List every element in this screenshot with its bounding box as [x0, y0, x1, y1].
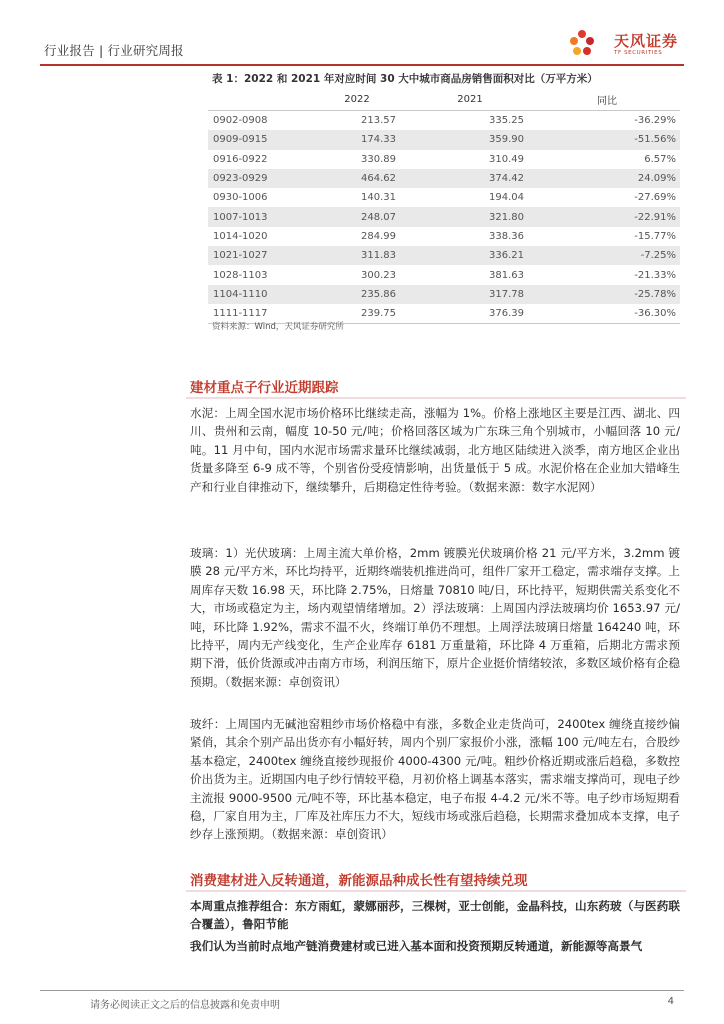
cell-period: 0902-0908 [213, 115, 268, 127]
cell-2022: 330.89 [361, 153, 396, 165]
header-cell: 2022 [308, 88, 406, 111]
table-row [208, 265, 680, 284]
table-source: 资料来源：Wind，天风证券研究所 [212, 322, 344, 332]
paragraph-glass: 玻璃：1）光伏玻璃：上周主流大单价格，2mm 镀膜光伏玻璃价格 21 元/平方米，3.2mm 镀膜 28 元/平方米，环比均持平，近期终端装机推进尚可，组件厂家开工稳定，需求端存支撑。上周库存天数 16.98 天，环比降 2.75%，日熔量 70810 吨/日，环比持平，短期供需关系变化不大，市场或稳定为主，场内观望情绪增加。2）浮法玻璃：上周国内浮法玻璃均价 1653.97 元/吨，环比降 1.92%，需求不温不火，终端订单仍不理想。上周浮法玻璃日熔量 164240 吨，环比持平，周内无产线变化，生产企业库存 6181 万重量箱，环比降 4 万重箱，后期北方需求预期下滑，低价货源或冲击南方市场，利润压缩下，原片企业挺价情绪较浓，多数区域价格有企稳预期。（数据来源：卓创资讯） [190, 546, 680, 689]
cell-2022: 464.62 [308, 169, 406, 188]
header-cell: 同比 [534, 88, 680, 111]
paragraph-fiberglass: 玻纤：上周国内无碱池窑粗纱市场价格稳中有涨，多数企业走货尚可，2400tex 缠绕直接纱偏紧俏，其余个别产品出货亦有小幅好转，周内个别厂家报价小涨，涨幅 100 元/吨左右，合股纱基本稳定，2400tex 缠绕直接纱现报价 4000-4300 元/吨。粗纱价格近期或涨后趋稳，多数控价出货为主。近期国内电子纱行情较平稳，月初价格上调基本落实，需求端支撑尚可，现电子纱主流报 9000-9500 元/吨不等，环比基本稳定，电子布报 4-4.2 元/米不等。电子纱市场短期看稳，厂家自用为主，厂库及社库压力不大，短线市场或涨后趋稳，长期需求叠加成本支撑，电子纱存上涨预期。（数据来源：卓创资讯） [190, 717, 680, 842]
cell-2021: 338.36 [489, 230, 524, 242]
section-title-tracking: 建材重点子行业近期跟踪 [190, 380, 339, 396]
cell-period: 0923-0929 [208, 169, 308, 188]
cell-2021: 317.78 [406, 285, 534, 304]
header-divider [40, 64, 684, 66]
cell-2021: 381.63 [489, 269, 524, 281]
cell-period: 1028-1103 [213, 269, 268, 281]
cell-period: 0930-1006 [213, 192, 268, 204]
logo-subtitle: TF SECURITIES [614, 50, 663, 56]
cell-2022: 284.99 [361, 230, 396, 242]
paragraph-closing: 我们认为当前时点地产链消费建材或已进入基本面和投资预期反转通道，新能源等高景气 [190, 939, 643, 953]
cell-period: 1014-1020 [213, 230, 268, 242]
sales-area-table [208, 88, 680, 324]
cell-yoy: -21.33% [634, 269, 676, 281]
cell-2021: 194.04 [489, 192, 524, 204]
cell-2021: 359.90 [406, 130, 534, 149]
cell-2022: 174.33 [308, 130, 406, 149]
cell-2022: 140.31 [361, 192, 396, 204]
footer-disclaimer: 请务必阅读正文之后的信息披露和免责申明 [90, 1000, 280, 1011]
cell-2022: 213.57 [361, 115, 396, 127]
table-row [208, 227, 680, 246]
recommend-label: 本周重点推荐组合： [190, 899, 296, 913]
cell-2022: 239.75 [308, 304, 406, 324]
cell-yoy: -51.56% [534, 130, 680, 149]
cell-2021: 374.42 [406, 169, 534, 188]
header-cell: 2021 [406, 88, 534, 111]
paragraph-recommendation [190, 897, 680, 934]
cell-period: 1007-1013 [208, 207, 308, 226]
paragraph-cement: 水泥：上周全国水泥市场价格环比继续走高，涨幅为 1%。价格上涨地区主要是江西、湖北、四川、贵州和云南，幅度 10-50 元/吨；价格回落区域为广东珠三角个别城市，小幅回落 10 元/吨。11 月中旬，国内水泥市场需求量环比继续减弱，北方地区陆续进入淡季，南方地区企业出货量多降至 6-9 成不等，个别省份受疫情影响，出货量低于 5 成。水泥价格在企业加大错峰生产和行业自律推动下，继续攀升，后期稳定性待考验。（数据来源：数字水泥网） [190, 406, 680, 494]
cell-2022: 300.23 [361, 269, 396, 281]
cell-yoy: -36.29% [634, 115, 676, 127]
cell-2022: 311.83 [308, 246, 406, 265]
table-row [208, 207, 680, 226]
table-header-row [208, 88, 680, 111]
cell-period: 1104-1110 [208, 285, 308, 304]
cell-period: 1021-1027 [208, 246, 308, 265]
section-title-consumer-materials: 消费建材进入反转通道，新能源品种成长性有望持续兑现 [190, 873, 528, 889]
table-caption: 表 1：2022 和 2021 年对应时间 30 大中城市商品房销售面积对比（万平方米） [212, 73, 598, 85]
header-cell [208, 88, 308, 111]
cell-2021: 321.80 [406, 207, 534, 226]
cell-2022: 235.86 [308, 285, 406, 304]
cell-yoy: -27.69% [634, 192, 676, 204]
page-number: 4 [667, 996, 674, 1007]
cell-2021: 335.25 [489, 115, 524, 127]
cell-2021: 376.39 [406, 304, 534, 324]
cell-period: 0909-0915 [208, 130, 308, 149]
table-row [208, 246, 680, 265]
cell-yoy: -22.91% [534, 207, 680, 226]
cell-period: 1111-1117 [208, 304, 308, 324]
cell-2022: 248.07 [308, 207, 406, 226]
logo-name: 天风证券 [614, 32, 679, 50]
logo-flower-icon [570, 30, 594, 55]
cell-period: 0916-0922 [213, 153, 268, 165]
cell-yoy: -7.25% [534, 246, 680, 265]
cell-2021: 336.21 [406, 246, 534, 265]
table-row [208, 169, 680, 188]
footer-divider [40, 990, 684, 991]
cell-yoy: -15.77% [634, 230, 676, 242]
recommend-list: 东方雨虹，蒙娜丽莎，三棵树，亚士创能，金晶科技，山东药玻（与医药联合覆盖），鲁阳节能 [190, 899, 680, 932]
table-row [208, 150, 680, 169]
table-row [208, 130, 680, 149]
table-row [208, 111, 680, 131]
cell-yoy: -36.30% [534, 304, 680, 324]
report-header: 行业报告 | 行业研究周报 [44, 43, 184, 58]
cell-yoy: -25.78% [534, 285, 680, 304]
table-row [208, 285, 680, 304]
cell-yoy: 6.57% [644, 153, 676, 165]
section-underline [186, 397, 686, 399]
cell-yoy: 24.09% [534, 169, 680, 188]
table-row [208, 188, 680, 207]
cell-2021: 310.49 [489, 153, 524, 165]
section-underline [186, 890, 686, 892]
